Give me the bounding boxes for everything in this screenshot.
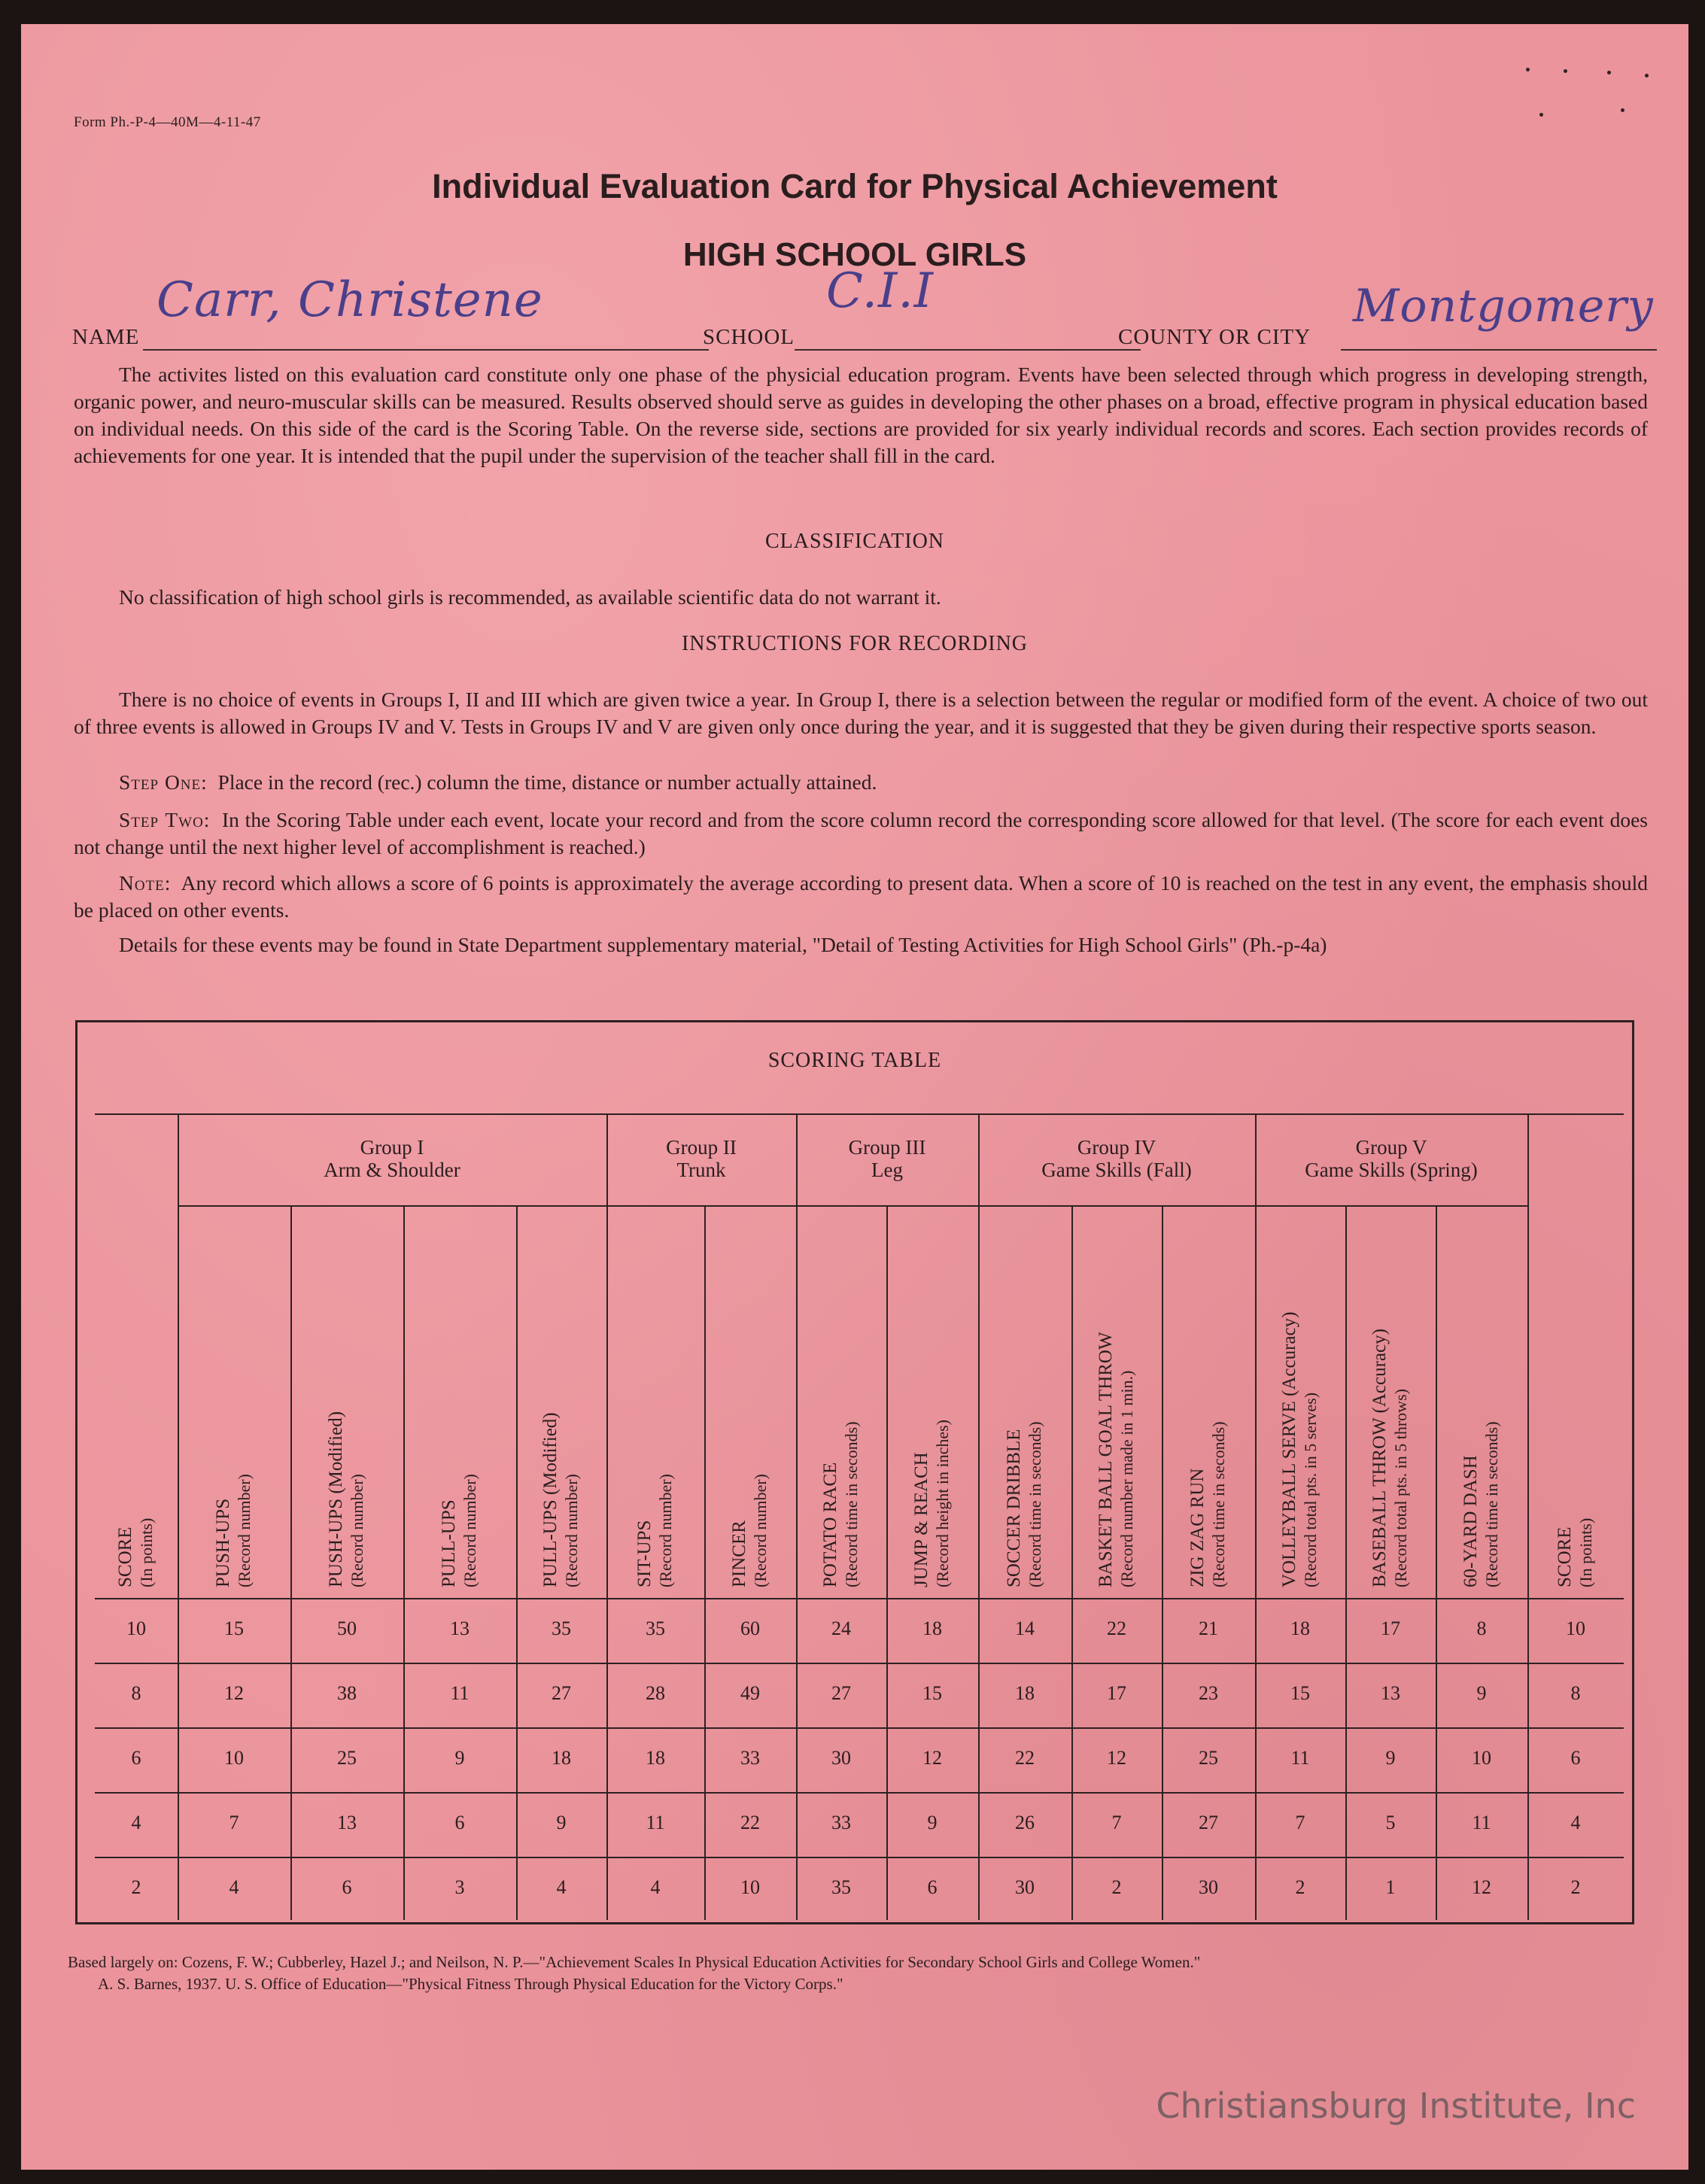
row-rule (95, 1663, 1624, 1664)
column-heading (1555, 1166, 1600, 1587)
group-heading-line1: Group III (848, 1136, 926, 1159)
table-cell: 35 (831, 1876, 851, 1898)
table-cell: 4 (131, 1812, 141, 1833)
table-cell: 22 (740, 1812, 760, 1833)
table-cell: 27 (831, 1682, 851, 1704)
table-cell: 2 (1295, 1876, 1305, 1898)
table-cell: 9 (1476, 1682, 1487, 1704)
table-cell: 27 (1199, 1812, 1218, 1833)
table-cell: 30 (831, 1747, 851, 1769)
column-heading (634, 1166, 679, 1587)
column-heading-name: BASEBALL THROW (Accuracy) (1369, 1329, 1390, 1587)
table-cell: 18 (1015, 1682, 1035, 1704)
footnote (68, 1952, 1663, 1995)
column-heading (326, 1166, 371, 1587)
group-heading-line1: Group IV (1077, 1136, 1156, 1159)
county-label: COUNTY OR CITY (1118, 325, 1311, 349)
row-rule (95, 1598, 1624, 1599)
column-heading-sub: (Record time in seconds) (1482, 1421, 1501, 1587)
table-cell: 2 (1570, 1876, 1581, 1898)
table-cell: 10 (1472, 1747, 1491, 1769)
group-heading-line1: Group I (360, 1136, 424, 1159)
column-rule (178, 1113, 179, 1920)
intro-paragraph: The activites listed on this evaluation card constitute only one phase of the physicial education program. Events have been selected through which progress in developing strength, organic power, and neuro-muscular skills can be measured. Results observed should serve as guides in developing the other phases on a broad, effective program in physical education based on individual needs. On this side of the card is the Scoring Table. On the reverse side, sections are provided for six yearly individual records and scores. Each section provides records of achievements for one year. It is intended that the pupil under the supervision of the teacher shall fill in the card. (74, 363, 1648, 467)
step-one-label: Step One: (119, 770, 208, 794)
table-cell: 10 (740, 1876, 760, 1898)
table-cell: 10 (224, 1747, 244, 1769)
column-rule (978, 1113, 980, 1920)
column-rule (606, 1113, 608, 1920)
table-cell: 10 (1566, 1617, 1585, 1639)
table-cell: 22 (1107, 1617, 1126, 1639)
table-cell: 18 (1290, 1617, 1310, 1639)
table-cell: 17 (1381, 1617, 1400, 1639)
column-heading-sub: (Record time in seconds) (842, 1421, 861, 1587)
table-cell: 60 (740, 1617, 760, 1639)
column-heading (729, 1166, 774, 1587)
table-cell: 10 (126, 1617, 146, 1639)
table-cell: 4 (556, 1876, 567, 1898)
table-cell: 7 (229, 1812, 239, 1833)
form-number: Form Ph.-P-4—40M—4-11-47 (74, 114, 261, 130)
table-cell: 12 (224, 1682, 244, 1704)
column-heading-sub: (Record number) (235, 1474, 254, 1587)
table-cell: 28 (646, 1682, 665, 1704)
column-heading (115, 1166, 160, 1587)
column-heading-sub: (Record number) (460, 1474, 479, 1587)
instructions-text: There is no choice of events in Groups I, II and III which are given twice a year. In Group I, there is a selection between the regular or modified form of the event. A choice of two out of three events is allowed in Groups IV and V. Tests in Groups IV and V are given only once during the year, and it is suggested that they be given during their respective sports season. (74, 688, 1648, 738)
table-cell: 6 (454, 1812, 465, 1833)
group-heading-line2: Game Skills (Spring) (1305, 1159, 1478, 1181)
column-rule (796, 1113, 798, 1920)
step-two (74, 806, 1648, 861)
step-one-text: Place in the record (rec.) column the time, distance or number actually attained. (217, 770, 877, 794)
column-heading-name: PINCER (729, 1520, 749, 1587)
column-heading (820, 1166, 865, 1587)
table-cell: 15 (224, 1617, 244, 1639)
column-heading-name: JUMP & REACH (911, 1452, 932, 1587)
table-cell: 35 (552, 1617, 571, 1639)
column-rule (1527, 1113, 1529, 1920)
group-heading-line2: Trunk (676, 1159, 726, 1181)
table-cell: 6 (1570, 1747, 1581, 1769)
column-heading-name: 60-YARD DASH (1460, 1455, 1481, 1587)
column-heading-sub: (Record time in seconds) (1209, 1421, 1228, 1587)
column-heading-sub: (Record height in inches) (933, 1420, 952, 1587)
table-cell: 33 (831, 1812, 851, 1833)
note (74, 870, 1648, 924)
column-heading (1369, 1166, 1415, 1587)
column-rule (1255, 1113, 1257, 1920)
table-cell: 33 (740, 1747, 760, 1769)
table-cell: 6 (927, 1876, 938, 1898)
table-cell: 9 (1385, 1747, 1396, 1769)
column-heading-sub: (Record number) (562, 1474, 581, 1587)
table-cell: 25 (1199, 1747, 1218, 1769)
table-cell: 12 (922, 1747, 942, 1769)
table-cell: 50 (337, 1617, 357, 1639)
school-value[interactable]: C.I.I (826, 263, 934, 319)
group-heading-line2: Game Skills (Fall) (1041, 1159, 1192, 1181)
column-heading (1187, 1166, 1232, 1587)
column-heading-name: ZIG ZAG RUN (1187, 1468, 1208, 1587)
column-heading-sub: (Record total pts. in 5 serves) (1301, 1392, 1320, 1587)
step-two-text: In the Scoring Table under each event, locate your record and from the score column record the corresponding score allowed for that level. (The score for each event does not change until the next higher level of accomplishment is reached.) (74, 808, 1649, 858)
table-cell: 2 (1111, 1876, 1122, 1898)
table-cell: 18 (552, 1747, 571, 1769)
table-cell: 2 (131, 1876, 141, 1898)
note-text: Any record which allows a score of 6 points is approximately the average according to present data. When a score of 10 is reached on the test in any event, the emphasis should be placed on other events. (74, 871, 1649, 922)
column-heading-sub: (In points) (1576, 1517, 1595, 1587)
table-cell: 4 (229, 1876, 239, 1898)
column-heading-name: BASKET BALL GOAL THROW (1096, 1332, 1116, 1587)
school-label: SCHOOL (703, 325, 795, 349)
note-label: Note: (119, 871, 172, 895)
table-rule (95, 1113, 1624, 1115)
table-cell: 15 (1290, 1682, 1310, 1704)
table-cell: 7 (1295, 1812, 1305, 1833)
classification-heading: CLASSIFICATION (764, 530, 945, 553)
column-heading-name: SIT-UPS (634, 1520, 655, 1587)
table-cell: 21 (1199, 1617, 1218, 1639)
scoring-table-title: SCORING TABLE (767, 1049, 942, 1072)
table-cell: 14 (1015, 1617, 1035, 1639)
group-heading-line1: Group V (1355, 1136, 1427, 1159)
row-rule (95, 1792, 1624, 1794)
table-cell: 3 (454, 1876, 465, 1898)
instructions-heading: INSTRUCTIONS FOR RECORDING (681, 632, 1029, 655)
column-heading (540, 1166, 585, 1587)
column-heading (1460, 1166, 1506, 1587)
row-rule (95, 1857, 1624, 1858)
county-line (1341, 349, 1657, 351)
column-heading-sub: (Record number) (348, 1474, 366, 1587)
classification-text: No classification of high school girls is recommended, as available scientific data do not warrant it. (119, 585, 941, 609)
column-heading-sub: (Record number) (751, 1474, 770, 1587)
row-rule (95, 1727, 1624, 1729)
group-heading-line1: Group II (666, 1136, 737, 1159)
table-cell: 11 (1290, 1747, 1310, 1769)
table-cell: 17 (1107, 1682, 1126, 1704)
column-heading-sub: (Record total pts. in 5 throws) (1391, 1389, 1410, 1587)
table-cell: 23 (1199, 1682, 1218, 1704)
table-cell: 26 (1015, 1812, 1035, 1833)
table-cell: 25 (337, 1747, 357, 1769)
table-cell: 5 (1385, 1812, 1396, 1833)
column-heading-sub: (Record number made in 1 min.) (1117, 1370, 1136, 1587)
name-line (143, 349, 709, 351)
table-cell: 18 (646, 1747, 665, 1769)
column-heading (911, 1166, 956, 1587)
table-cell: 7 (1111, 1812, 1122, 1833)
column-heading-sub: (Record number) (656, 1474, 675, 1587)
table-cell: 18 (922, 1617, 942, 1639)
watermark: Christiansburg Institute, Inc (1156, 2085, 1636, 2126)
table-cell: 13 (337, 1812, 357, 1833)
table-cell: 11 (450, 1682, 470, 1704)
column-heading-name: VOLLEYBALL SERVE (Accuracy) (1279, 1311, 1299, 1587)
column-heading (1096, 1166, 1141, 1587)
table-cell: 38 (337, 1682, 357, 1704)
table-cell: 27 (552, 1682, 571, 1704)
column-heading (439, 1166, 484, 1587)
column-heading-sub: (In points) (137, 1517, 156, 1587)
table-cell: 22 (1015, 1747, 1035, 1769)
table-cell: 12 (1107, 1747, 1126, 1769)
column-heading-name: PUSH-UPS (Modified) (326, 1411, 346, 1587)
name-label: NAME (72, 325, 140, 349)
step-one (74, 769, 1648, 796)
evaluation-card (21, 24, 1688, 2170)
county-value[interactable]: Montgomery (1353, 280, 1654, 333)
table-cell: 6 (131, 1747, 141, 1769)
column-heading (1279, 1166, 1324, 1587)
table-cell: 15 (922, 1682, 942, 1704)
column-heading-name: SOCCER DRIBBLE (1004, 1429, 1024, 1587)
footnote-line-2: A. S. Barnes, 1937. U. S. Office of Education—"Physical Fitness Through Physical Education for the Victory Corps." (98, 1975, 843, 1993)
group-heading-line2: Arm & Shoulder (324, 1159, 460, 1181)
column-heading-name: PUSH-UPS (213, 1498, 233, 1587)
table-cell: 35 (646, 1617, 665, 1639)
card-title: Individual Evaluation Card for Physical Achievement (432, 167, 1278, 205)
table-cell: 49 (740, 1682, 760, 1704)
column-heading-name: SCORE (115, 1526, 135, 1587)
table-cell: 11 (1472, 1812, 1491, 1833)
table-cell: 6 (342, 1876, 352, 1898)
column-heading-name: PULL-UPS (439, 1499, 459, 1587)
table-cell: 13 (1381, 1682, 1400, 1704)
table-cell: 9 (556, 1812, 567, 1833)
column-heading-sub: (Record time in seconds) (1026, 1421, 1044, 1587)
table-cell: 9 (927, 1812, 938, 1833)
step-two-label: Step Two: (119, 808, 211, 831)
table-cell: 11 (646, 1812, 665, 1833)
table-cell: 1 (1385, 1876, 1396, 1898)
table-cell: 30 (1015, 1876, 1035, 1898)
column-heading (213, 1166, 258, 1587)
table-cell: 9 (454, 1747, 465, 1769)
table-cell: 13 (450, 1617, 470, 1639)
table-cell: 4 (650, 1876, 661, 1898)
table-cell: 24 (831, 1617, 851, 1639)
group-heading-line2: Leg (871, 1159, 903, 1181)
table-cell: 12 (1472, 1876, 1491, 1898)
card-subtitle: HIGH SCHOOL GIRLS (682, 236, 1027, 273)
school-line (795, 349, 1141, 351)
footnote-line-1: Based largely on: Cozens, F. W.; Cubberley, Hazel J.; and Neilson, N. P.—"Achievement Scales In Physical Education Activities for Secondary School Girls and College Women." (68, 1953, 1201, 1971)
table-cell: 8 (131, 1682, 141, 1704)
column-heading-name: SCORE (1555, 1526, 1575, 1587)
column-heading-name: PULL-UPS (Modified) (540, 1412, 561, 1587)
details-text: Details for these events may be found in State Department supplementary material, "Detail of Testing Activities for High School Girls" (Ph.-p-4a) (119, 933, 1327, 956)
table-cell: 8 (1570, 1682, 1581, 1704)
table-cell: 30 (1199, 1876, 1218, 1898)
name-value[interactable]: Carr, Christene (157, 272, 543, 328)
column-heading (1004, 1166, 1049, 1587)
table-cell: 8 (1476, 1617, 1487, 1639)
table-cell: 4 (1570, 1812, 1581, 1833)
column-heading-name: POTATO RACE (820, 1462, 840, 1587)
